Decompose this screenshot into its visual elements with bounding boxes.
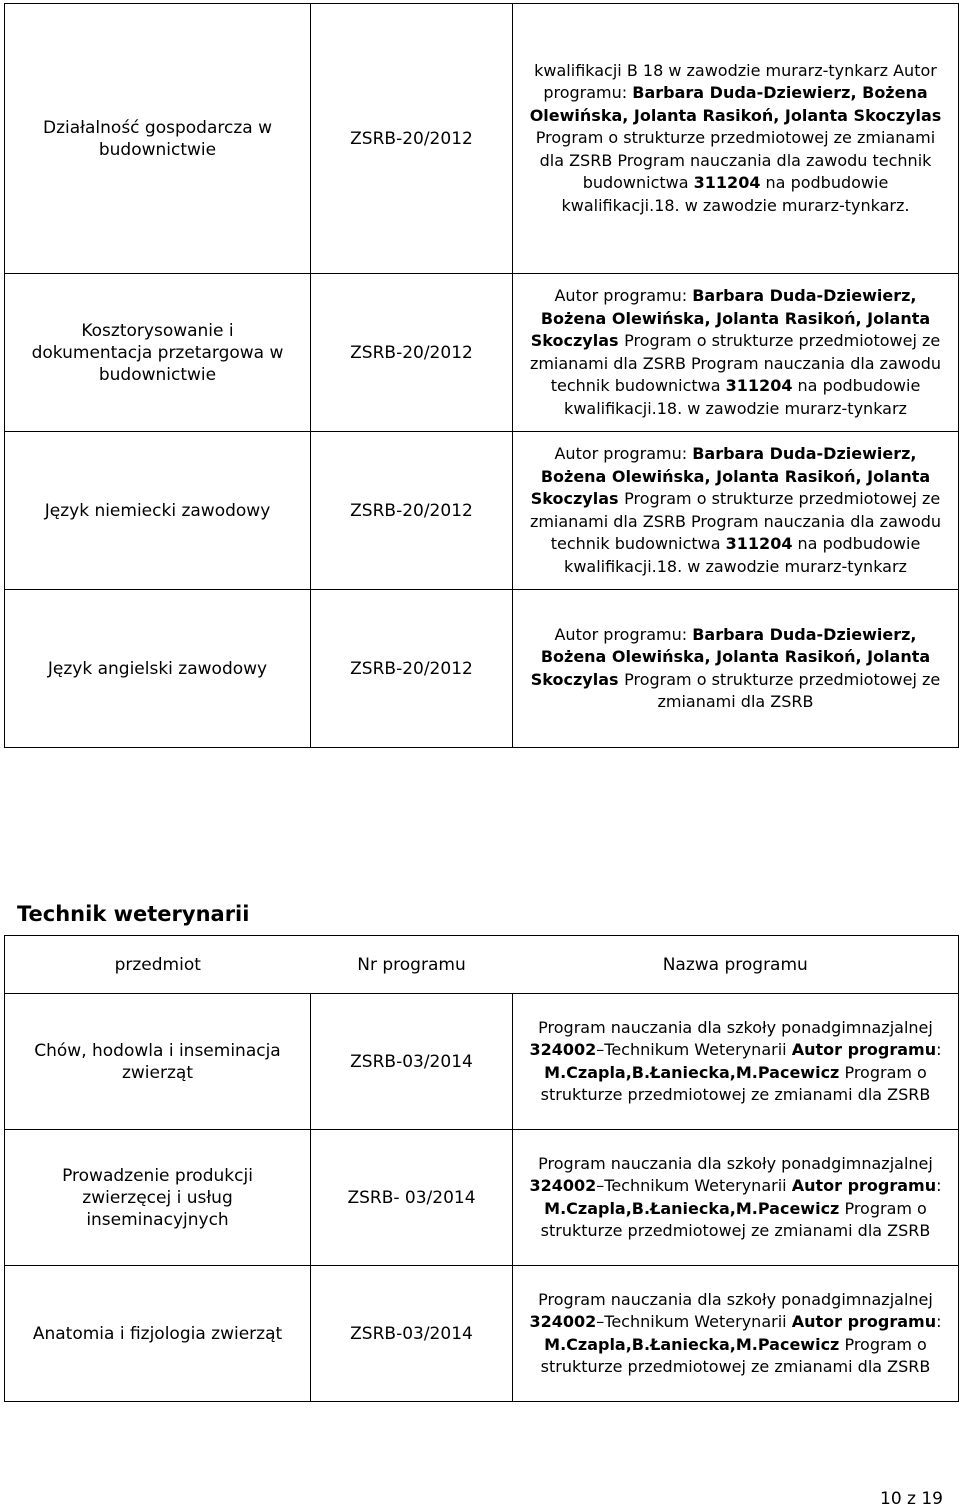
bold-text-run: Autor programu [791,1040,937,1059]
program-number-cell: ZSRB-20/2012 [311,4,513,274]
text-run: na podbudowie kwalifikacji.18. w zawodzie murarz-tynkarz [564,376,921,418]
header-program-name: Nazwa programu [513,936,959,994]
bold-text-run: M.Czapla,B.Łaniecka,M.Pacewicz [544,1334,840,1354]
text-run: Autor programu: [554,444,693,463]
text-run: Autor programu: [554,286,693,305]
bold-text-run: Autor programu [791,1176,937,1195]
text-run: Program o strukturze przedmiotowej ze zmianami dla ZSRB [624,669,941,711]
table-row [5,1130,959,1266]
header-program-number: Nr programu [311,936,513,994]
program-name-cell [513,994,959,1130]
bold-text-run: Barbara Duda-Dziewierz, Bożena Olewińska, Jolanta Rasikoń, Jolanta Skoczylas [529,83,942,125]
bold-text-run: M.Czapla,B.Łaniecka,M.Pacewicz [544,1062,840,1082]
bold-text-run: Barbara Duda-Dziewierz, Bożena Olewińska, Jolanta Rasikoń, Jolanta Skoczylas [530,286,931,350]
text-run: Program nauczania dla szkoły ponadgimnazjalnej [538,1289,933,1309]
construction-programs-table [4,3,959,748]
program-name-cell [513,432,959,590]
bold-text-run: 311204 [693,173,761,193]
text-run: –Technikum Weterynarii [596,1312,792,1331]
program-name-cell [513,1130,959,1266]
text-run: kwalifikacji B 18 w zawodzie murarz-tynkarz [534,60,894,80]
text-run: Autor programu: [543,60,937,103]
veterinary-programs-table [4,935,959,1402]
text-run: Program o strukturze przedmiotowej ze zmianami dla ZSRB [535,128,936,170]
table-row [5,274,959,432]
text-run: Program o strukturze przedmiotowej ze zmianami dla ZSRB [529,331,941,373]
bold-text-run: M.Czapla,B.Łaniecka,M.Pacewicz [544,1198,840,1218]
text-run: –Technikum Weterynarii [596,1176,792,1195]
subject-cell: Działalność gospodarcza w budownictwie [5,4,311,274]
subject-cell: Prowadzenie produkcji zwierzęcej i usług inseminacyjnych [5,1130,311,1266]
text-run: na podbudowie kwalifikacji.18. w zawodzie murarz-tynkarz. [561,173,910,215]
text-run: Program o strukturze przedmiotowej ze zmianami dla ZSRB [540,1334,931,1376]
text-run: Program nauczania dla zawodu technik budownictwa [582,150,932,193]
program-number-cell: ZSRB-20/2012 [311,432,513,590]
subject-cell: Anatomia i fizjologia zwierząt [5,1266,311,1402]
program-number-cell: ZSRB-03/2014 [311,1266,513,1402]
table-header-row [5,936,959,994]
text-run: Program o strukturze przedmiotowej ze zmianami dla ZSRB [529,489,941,531]
bold-text-run: Barbara Duda-Dziewierz, Bożena Olewińska, Jolanta Rasikoń, Jolanta Skoczylas [530,444,931,508]
program-number-cell: ZSRB-20/2012 [311,590,513,748]
bold-text-run: 324002 [529,1040,597,1059]
text-run: Program o strukturze przedmiotowej ze zmianami dla ZSRB [540,1062,931,1104]
program-name-cell [513,274,959,432]
subject-cell: Chów, hodowla i inseminacja zwierząt [5,994,311,1130]
bold-text-run: Autor programu [791,1312,937,1331]
bold-text-run: 324002 [529,1176,597,1195]
text-run: Program o strukturze przedmiotowej ze zmianami dla ZSRB [540,1198,931,1240]
table-row [5,432,959,590]
program-name-cell [513,1266,959,1402]
table-row [5,994,959,1130]
subject-cell: Kosztorysowanie i dokumentacja przetargowa w budownictwie [5,274,311,432]
text-run: : [936,1312,942,1331]
bold-text-run: 311204 [725,534,793,553]
program-name-cell [513,4,959,274]
text-run: : [936,1040,942,1059]
text-run: Autor programu: [554,624,693,644]
text-run: Program nauczania dla zawodu technik budownictwa [550,353,942,395]
text-run: Program nauczania dla szkoły ponadgimnazjalnej [538,1017,933,1037]
text-run: –Technikum Weterynarii [596,1040,792,1059]
program-number-cell: ZSRB-03/2014 [311,994,513,1130]
text-run: na podbudowie kwalifikacji.18. w zawodzie murarz-tynkarz [564,534,921,576]
bold-text-run: 311204 [725,376,793,395]
text-run: : [936,1176,942,1195]
header-subject: przedmiot [5,936,311,994]
program-number-cell: ZSRB- 03/2014 [311,1130,513,1266]
bold-text-run: 324002 [529,1312,597,1331]
page-number: 10 z 19 [880,1489,943,1509]
subject-cell: Język angielski zawodowy [5,590,311,748]
text-run: Program nauczania dla zawodu technik budownictwa [550,511,942,553]
table-row [5,590,959,748]
section-title: Technik weterynarii [17,902,250,926]
text-run: Program nauczania dla szkoły ponadgimnazjalnej [538,1153,933,1173]
program-number-cell: ZSRB-20/2012 [311,274,513,432]
table-row [5,4,959,274]
table-row [5,1266,959,1402]
program-name-cell [513,590,959,748]
bold-text-run: Barbara Duda-Dziewierz, Bożena Olewińska, Jolanta Rasikoń, Jolanta Skoczylas [530,624,931,689]
subject-cell: Język niemiecki zawodowy [5,432,311,590]
